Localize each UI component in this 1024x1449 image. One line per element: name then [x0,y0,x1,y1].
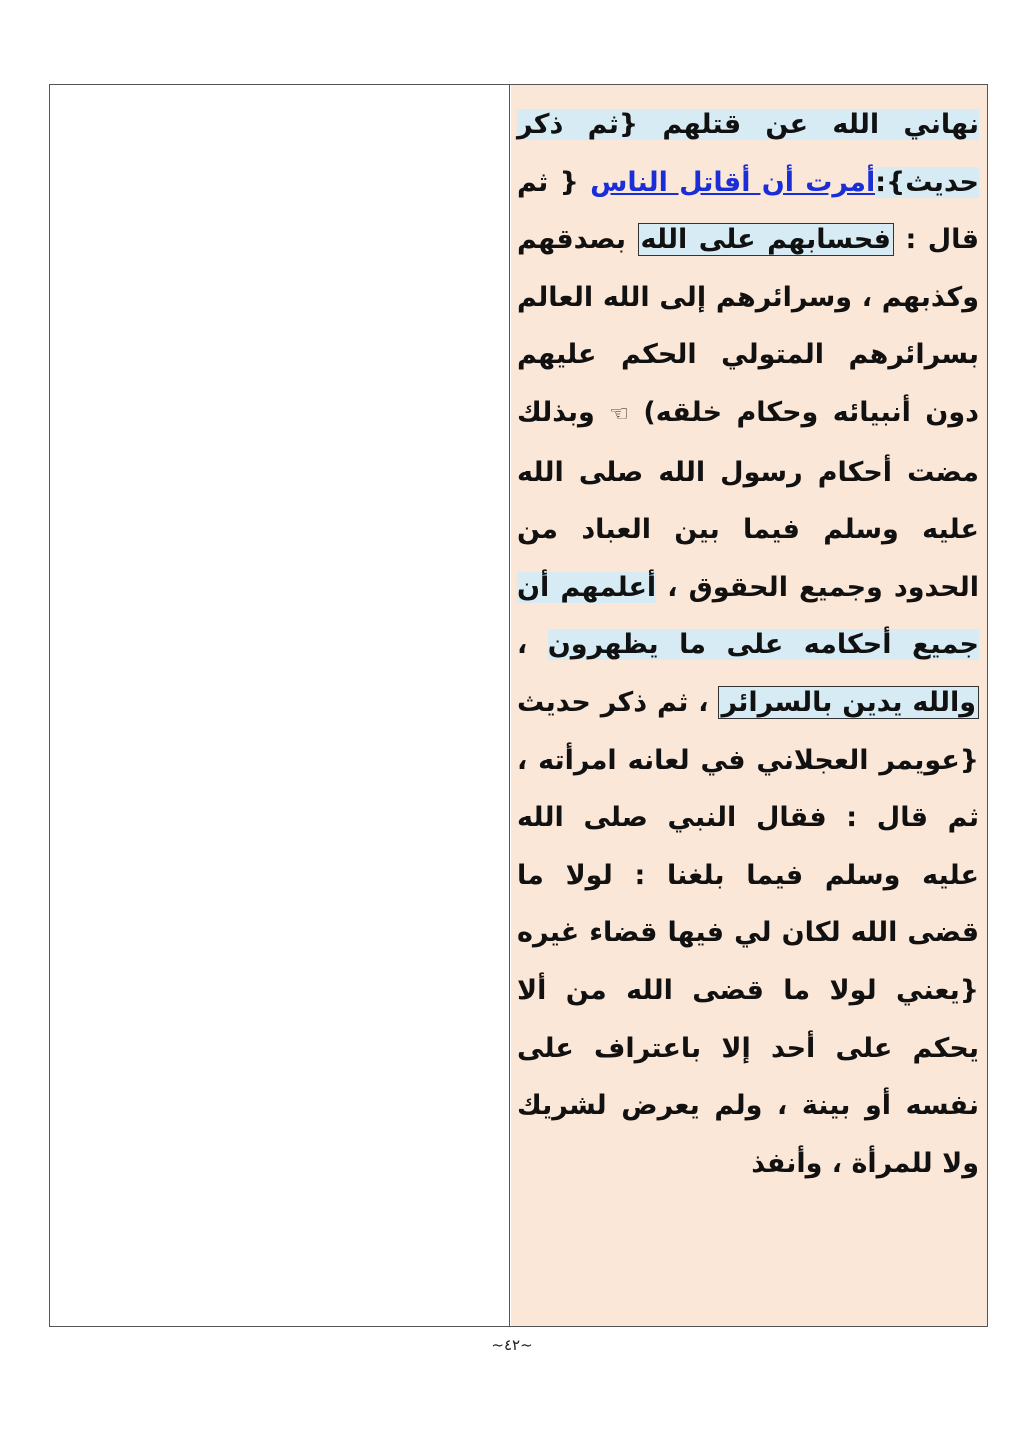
text-segment: { [559,166,591,198]
boxed-phrase: فحسابهم على الله [638,223,894,256]
text-segment: نهاني الله عن قتلهم {ثم ذكر حديث}: [517,109,979,198]
text-segment: ثم قال : [517,166,979,256]
text-segment: بصدقهم وكذبهم ، وسرائرهم إلى الله العالم بسرائرهم المتولي الحكم عليهم دون أنبيائه وحكام خلقه) [517,224,979,428]
right-column [511,85,987,1326]
pointing-hand-icon: ☜ [609,401,629,427]
highlighted-phrase: أعلمهم أن جميع أحكامه على ما يظهرون [517,571,979,661]
arabic-text-body [511,85,987,1326]
page-number: ~٤٢~ [491,1336,533,1354]
left-column [50,85,509,1326]
boxed-phrase: والله يدين بالسرائر [718,686,979,719]
hadith-link[interactable]: أمرت أن أقاتل الناس [590,166,876,198]
page-frame [49,84,988,1327]
text-segment: ، [517,629,548,661]
text-segment: وبذلك مضت أحكام رسول الله صلى الله عليه وسلم فيما بين العباد من الحدود وجميع الحقوق ، [517,396,979,603]
column-divider [509,85,510,1326]
text-segment: ، ثم ذكر حديث {عويمر العجلاني في لعانه امرأته ، ثم قال : فقال النبي صلى الله عليه وسلم فيما بلغنا : لولا ما قضى الله لكان لي فيها قضاء غيره {يعني لولا ما قضى الله من ألا يحكم على أحد إلا باعتراف على نفسه أو بينة ، ولم يعرض لشريك ولا للمرأة ، وأنفذ [517,686,979,1179]
